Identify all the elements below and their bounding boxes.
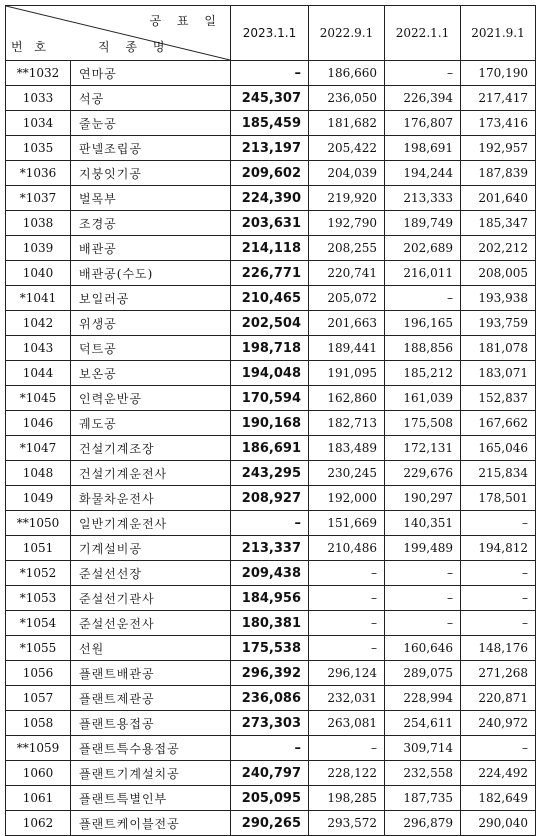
wage-2022-9-1-cell: 219,920	[309, 186, 385, 211]
wage-2021-9-1-cell: 165,046	[461, 436, 536, 461]
job-name-cell: 연마공	[71, 61, 231, 86]
table-row	[6, 786, 536, 811]
wage-2023-1-1-cell: 198,718	[231, 336, 309, 361]
job-name-cell: 보일러공	[71, 286, 231, 311]
wage-2023-1-1-cell: 236,086	[231, 686, 309, 711]
job-name-cell: 선원	[71, 636, 231, 661]
job-name-cell: 건설기계운전사	[71, 461, 231, 486]
wage-2023-1-1-cell: 175,538	[231, 636, 309, 661]
wage-2022-9-1-cell: 208,255	[309, 236, 385, 261]
table-row	[6, 536, 536, 561]
wage-2022-1-1-cell: –	[385, 61, 461, 86]
table-row	[6, 311, 536, 336]
job-name-cell: 플랜트용접공	[71, 711, 231, 736]
table-row	[6, 61, 536, 86]
wage-2021-9-1-cell: 192,957	[461, 136, 536, 161]
wage-2022-9-1-cell: 162,860	[309, 386, 385, 411]
table-row	[6, 461, 536, 486]
item-number-cell: 1046	[6, 411, 71, 436]
wage-2022-1-1-cell: 175,508	[385, 411, 461, 436]
table-row	[6, 411, 536, 436]
wage-2023-1-1-cell: 194,048	[231, 361, 309, 386]
table-row	[6, 236, 536, 261]
wage-2022-9-1-cell: 236,050	[309, 86, 385, 111]
wage-2022-9-1-cell: –	[309, 561, 385, 586]
table-row	[6, 161, 536, 186]
item-number-cell: 1035	[6, 136, 71, 161]
wage-2022-1-1-cell: 226,394	[385, 86, 461, 111]
wage-2022-9-1-cell: –	[309, 736, 385, 761]
table-row	[6, 511, 536, 536]
table-row	[6, 436, 536, 461]
table-row	[6, 636, 536, 661]
wage-2023-1-1-cell: 245,307	[231, 86, 309, 111]
wage-2021-9-1-cell: 170,190	[461, 61, 536, 86]
wage-2021-9-1-cell: –	[461, 611, 536, 636]
job-name-cell: 기계설비공	[71, 536, 231, 561]
date-header-2021-9-1: 2021.9.1	[461, 6, 536, 61]
wage-2023-1-1-cell: 290,265	[231, 811, 309, 836]
wage-2022-1-1-cell: 176,807	[385, 111, 461, 136]
job-name-cell: 덕트공	[71, 336, 231, 361]
item-number-cell: 1060	[6, 761, 71, 786]
job-name-cell: 플랜트케이블전공	[71, 811, 231, 836]
date-header-2022-9-1: 2022.9.1	[309, 6, 385, 61]
job-header-label: 직 종 명	[98, 40, 171, 54]
table-row	[6, 336, 536, 361]
wage-2023-1-1-cell: 209,438	[231, 561, 309, 586]
item-number-cell: 1051	[6, 536, 71, 561]
job-name-cell: 플랜트배관공	[71, 661, 231, 686]
item-number-cell: *1037	[6, 186, 71, 211]
wage-2022-1-1-cell: 185,212	[385, 361, 461, 386]
table-row	[6, 486, 536, 511]
wage-2022-1-1-cell: 194,244	[385, 161, 461, 186]
wage-2022-1-1-cell: 160,646	[385, 636, 461, 661]
job-name-cell: 플랜트기계설치공	[71, 761, 231, 786]
table-row	[6, 661, 536, 686]
wage-2023-1-1-cell: 185,459	[231, 111, 309, 136]
wage-2022-9-1-cell: –	[309, 586, 385, 611]
table-row	[6, 611, 536, 636]
table-body	[6, 61, 536, 836]
item-number-cell: 1040	[6, 261, 71, 286]
wage-2022-9-1-cell: 191,095	[309, 361, 385, 386]
job-name-cell: 궤도공	[71, 411, 231, 436]
wage-2022-1-1-cell: –	[385, 611, 461, 636]
table-row	[6, 286, 536, 311]
wage-2022-1-1-cell: 140,351	[385, 511, 461, 536]
wage-2021-9-1-cell: 224,492	[461, 761, 536, 786]
wage-2022-1-1-cell: 202,689	[385, 236, 461, 261]
wage-2022-9-1-cell: 210,486	[309, 536, 385, 561]
item-number-cell: 1033	[6, 86, 71, 111]
wage-2021-9-1-cell: 167,662	[461, 411, 536, 436]
wage-2023-1-1-cell: 214,118	[231, 236, 309, 261]
item-number-cell: 1048	[6, 461, 71, 486]
wage-2023-1-1-cell: 213,197	[231, 136, 309, 161]
wage-2022-1-1-cell: 229,676	[385, 461, 461, 486]
wage-2021-9-1-cell: 182,649	[461, 786, 536, 811]
wage-2022-9-1-cell: 230,245	[309, 461, 385, 486]
wage-2023-1-1-cell: 243,295	[231, 461, 309, 486]
wage-2022-9-1-cell: 232,031	[309, 686, 385, 711]
wage-2023-1-1-cell: 184,956	[231, 586, 309, 611]
wage-2023-1-1-cell: 273,303	[231, 711, 309, 736]
wage-2021-9-1-cell: 181,078	[461, 336, 536, 361]
wage-2022-9-1-cell: 192,000	[309, 486, 385, 511]
wage-2022-1-1-cell: 190,297	[385, 486, 461, 511]
job-name-cell: 조경공	[71, 211, 231, 236]
wage-2022-9-1-cell: 192,790	[309, 211, 385, 236]
item-number-cell: **1032	[6, 61, 71, 86]
job-name-cell: 줄눈공	[71, 111, 231, 136]
wage-2021-9-1-cell: 202,212	[461, 236, 536, 261]
wage-2022-9-1-cell: 296,124	[309, 661, 385, 686]
wage-2021-9-1-cell: 183,071	[461, 361, 536, 386]
wage-2022-1-1-cell: 198,691	[385, 136, 461, 161]
table-row	[6, 811, 536, 836]
date-header-2022-1-1: 2022.1.1	[385, 6, 461, 61]
item-number-cell: 1062	[6, 811, 71, 836]
wage-2022-9-1-cell: 201,663	[309, 311, 385, 336]
item-number-cell: *1054	[6, 611, 71, 636]
wage-2022-9-1-cell: –	[309, 611, 385, 636]
wage-2023-1-1-cell: 296,392	[231, 661, 309, 686]
table-row	[6, 736, 536, 761]
wage-2021-9-1-cell: –	[461, 736, 536, 761]
job-name-cell: 벌목부	[71, 186, 231, 211]
job-name-cell: 지붕잇기공	[71, 161, 231, 186]
wage-2022-1-1-cell: –	[385, 561, 461, 586]
wage-2022-1-1-cell: 213,333	[385, 186, 461, 211]
wage-2022-1-1-cell: 296,879	[385, 811, 461, 836]
wage-2023-1-1-cell: 226,771	[231, 261, 309, 286]
wage-2021-9-1-cell: 240,972	[461, 711, 536, 736]
item-number-cell: 1057	[6, 686, 71, 711]
table-row	[6, 586, 536, 611]
wage-2022-9-1-cell: 204,039	[309, 161, 385, 186]
wage-2023-1-1-cell: 170,594	[231, 386, 309, 411]
wage-2021-9-1-cell: 215,834	[461, 461, 536, 486]
wage-2023-1-1-cell: 190,168	[231, 411, 309, 436]
table-row	[6, 211, 536, 236]
wage-2022-9-1-cell: 186,660	[309, 61, 385, 86]
job-name-cell: 판넬조립공	[71, 136, 231, 161]
item-number-cell: *1045	[6, 386, 71, 411]
job-name-cell: 인력운반공	[71, 386, 231, 411]
job-name-cell: 화물차운전사	[71, 486, 231, 511]
table-row	[6, 386, 536, 411]
item-number-cell: 1058	[6, 711, 71, 736]
wage-2022-9-1-cell: 228,122	[309, 761, 385, 786]
date-header-label: 공 표 일	[149, 14, 222, 28]
wage-2021-9-1-cell: –	[461, 561, 536, 586]
job-name-cell: 배관공(수도)	[71, 261, 231, 286]
wage-2023-1-1-cell: –	[231, 61, 309, 86]
wage-2022-1-1-cell: 289,075	[385, 661, 461, 686]
table-row	[6, 686, 536, 711]
wage-2022-9-1-cell: 189,441	[309, 336, 385, 361]
job-name-cell: 플랜트특별인부	[71, 786, 231, 811]
job-name-cell: 준설선기관사	[71, 586, 231, 611]
table-row	[6, 361, 536, 386]
item-number-cell: 1043	[6, 336, 71, 361]
item-number-cell: 1038	[6, 211, 71, 236]
job-name-cell: 일반기계운전사	[71, 511, 231, 536]
table-row	[6, 111, 536, 136]
wage-2022-9-1-cell: 198,285	[309, 786, 385, 811]
wage-2021-9-1-cell: 290,040	[461, 811, 536, 836]
table-row	[6, 86, 536, 111]
job-name-cell: 플랜트특수용접공	[71, 736, 231, 761]
wage-2023-1-1-cell: 240,797	[231, 761, 309, 786]
wage-2022-9-1-cell: 205,422	[309, 136, 385, 161]
item-number-cell: **1050	[6, 511, 71, 536]
wage-2021-9-1-cell: 187,839	[461, 161, 536, 186]
table-row	[6, 136, 536, 161]
corner-header-cell	[6, 6, 231, 61]
wage-2021-9-1-cell: –	[461, 511, 536, 536]
wage-2022-1-1-cell: –	[385, 286, 461, 311]
job-name-cell: 건설기계조장	[71, 436, 231, 461]
wage-2023-1-1-cell: 209,602	[231, 161, 309, 186]
wage-2021-9-1-cell: –	[461, 586, 536, 611]
item-number-cell: 1039	[6, 236, 71, 261]
item-number-cell: *1052	[6, 561, 71, 586]
wage-2022-9-1-cell: 205,072	[309, 286, 385, 311]
wage-2023-1-1-cell: 180,381	[231, 611, 309, 636]
item-number-cell: 1044	[6, 361, 71, 386]
job-name-cell: 보온공	[71, 361, 231, 386]
item-number-cell: *1041	[6, 286, 71, 311]
item-number-cell: 1034	[6, 111, 71, 136]
wage-2021-9-1-cell: 271,268	[461, 661, 536, 686]
table-row	[6, 711, 536, 736]
wage-2023-1-1-cell: –	[231, 736, 309, 761]
wage-2021-9-1-cell: 152,837	[461, 386, 536, 411]
wage-2022-1-1-cell: 216,011	[385, 261, 461, 286]
wage-2023-1-1-cell: 210,465	[231, 286, 309, 311]
table-row	[6, 261, 536, 286]
wage-2022-1-1-cell: 187,735	[385, 786, 461, 811]
wage-2022-1-1-cell: –	[385, 586, 461, 611]
wage-2023-1-1-cell: 202,504	[231, 311, 309, 336]
wage-2023-1-1-cell: 213,337	[231, 536, 309, 561]
wage-2022-1-1-cell: 309,714	[385, 736, 461, 761]
wage-2021-9-1-cell: 208,005	[461, 261, 536, 286]
wage-2021-9-1-cell: 178,501	[461, 486, 536, 511]
job-name-cell: 준설선운전사	[71, 611, 231, 636]
item-number-cell: 1056	[6, 661, 71, 686]
wage-2021-9-1-cell: 201,640	[461, 186, 536, 211]
number-header-label: 번 호	[11, 40, 50, 54]
table-row	[6, 186, 536, 211]
item-number-cell: *1053	[6, 586, 71, 611]
wage-2022-1-1-cell: 254,611	[385, 711, 461, 736]
wage-2022-1-1-cell: 196,165	[385, 311, 461, 336]
wage-2023-1-1-cell: –	[231, 511, 309, 536]
wage-2022-1-1-cell: 189,749	[385, 211, 461, 236]
wage-2022-1-1-cell: 228,994	[385, 686, 461, 711]
wage-2022-9-1-cell: –	[309, 636, 385, 661]
wage-2023-1-1-cell: 186,691	[231, 436, 309, 461]
job-name-cell: 위생공	[71, 311, 231, 336]
wage-2021-9-1-cell: 193,938	[461, 286, 536, 311]
job-name-cell: 준설선선장	[71, 561, 231, 586]
wage-2021-9-1-cell: 193,759	[461, 311, 536, 336]
date-header-2023-1-1: 2023.1.1	[231, 6, 309, 61]
wage-2021-9-1-cell: 220,871	[461, 686, 536, 711]
wage-2021-9-1-cell: 148,176	[461, 636, 536, 661]
wage-2022-1-1-cell: 188,856	[385, 336, 461, 361]
wage-2022-1-1-cell: 161,039	[385, 386, 461, 411]
job-name-cell: 배관공	[71, 236, 231, 261]
item-number-cell: 1061	[6, 786, 71, 811]
table-row	[6, 761, 536, 786]
wage-2022-9-1-cell: 182,713	[309, 411, 385, 436]
wage-2022-9-1-cell: 181,682	[309, 111, 385, 136]
wage-2022-9-1-cell: 220,741	[309, 261, 385, 286]
wage-2022-1-1-cell: 199,489	[385, 536, 461, 561]
item-number-cell: **1059	[6, 736, 71, 761]
job-name-cell: 플랜트제관공	[71, 686, 231, 711]
wage-2022-9-1-cell: 293,572	[309, 811, 385, 836]
wage-2021-9-1-cell: 173,416	[461, 111, 536, 136]
wage-2023-1-1-cell: 224,390	[231, 186, 309, 211]
item-number-cell: 1049	[6, 486, 71, 511]
wage-2022-1-1-cell: 172,131	[385, 436, 461, 461]
wage-2023-1-1-cell: 208,927	[231, 486, 309, 511]
header-row	[6, 6, 536, 61]
wage-2021-9-1-cell: 185,347	[461, 211, 536, 236]
wage-2023-1-1-cell: 205,095	[231, 786, 309, 811]
wage-2022-1-1-cell: 232,558	[385, 761, 461, 786]
wage-table	[5, 5, 536, 836]
item-number-cell: *1036	[6, 161, 71, 186]
table-row	[6, 561, 536, 586]
job-name-cell: 석공	[71, 86, 231, 111]
item-number-cell: 1042	[6, 311, 71, 336]
wage-2022-9-1-cell: 183,489	[309, 436, 385, 461]
wage-2022-9-1-cell: 151,669	[309, 511, 385, 536]
wage-2023-1-1-cell: 203,631	[231, 211, 309, 236]
item-number-cell: *1055	[6, 636, 71, 661]
wage-2021-9-1-cell: 217,417	[461, 86, 536, 111]
item-number-cell: *1047	[6, 436, 71, 461]
wage-2022-9-1-cell: 263,081	[309, 711, 385, 736]
wage-2021-9-1-cell: 194,812	[461, 536, 536, 561]
